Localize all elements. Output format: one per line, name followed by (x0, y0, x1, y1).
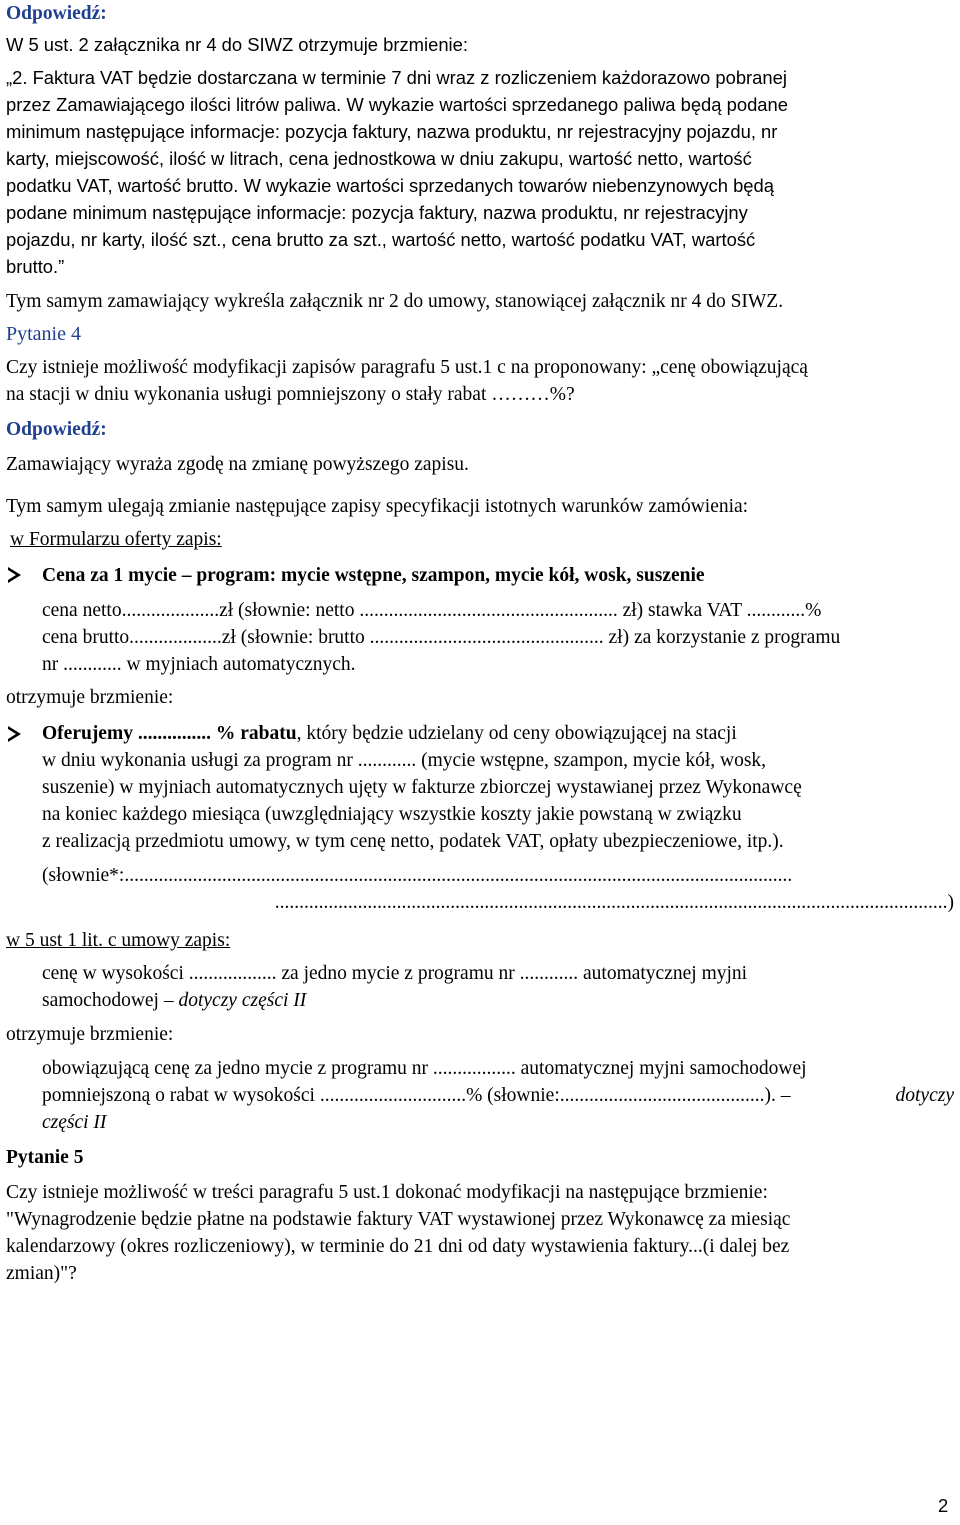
paragraph-line: podatku VAT, wartość brutto. W wykazie wartości sprzedanych towarów niebenzynowych będą (6, 175, 774, 196)
paragraph-line: „2. Faktura VAT będzie dostarczana w terminie 7 dni wraz z rozliczeniem każdorazowo pobranej (6, 67, 787, 88)
paragraph-line: otrzymuje brzmienie: (6, 687, 174, 708)
paragraph-line: podane minimum następujące informacje: pozycja faktury, nazwa produktu, nr rejestracyjny (6, 202, 748, 223)
paragraph-line: nr ............ w myjniach automatycznych. (42, 654, 356, 675)
dotyczy-note: dotyczy (895, 1085, 954, 1106)
bullet-title: Cena za 1 mycie – program: mycie wstępne, szampon, mycie kół, wosk, suszenie (42, 565, 705, 586)
paragraph-line: w dniu wykonania usługi za program nr ............ (mycie wstępne, szampon, mycie kół, wosk, (42, 750, 767, 771)
paragraph-line: Tym samym zamawiający wykreśla załącznik nr 2 do umowy, stanowiącej załącznik nr 4 do SIWZ. (6, 291, 784, 312)
dotyczy-note: części II (42, 1112, 107, 1133)
section-label: w 5 ust 1 lit. c umowy zapis: (6, 930, 231, 951)
paragraph-line: karty, miejscowość, ilość w litrach, cena jednostkowa w dniu zakupu, wartość netto, wartość (6, 148, 752, 169)
paragraph-line: Czy istnieje możliwość w treści paragrafu 5 ust.1 dokonać modyfikacji na następujące brzmienie: (6, 1182, 768, 1203)
paragraph-line: obowiązującą cenę za jedno mycie z programu nr ................. automatycznej myjni samochodowej (42, 1058, 807, 1079)
paragraph-line: kalendarzowy (okres rozliczeniowy), w terminie do 21 dni od daty wystawienia faktury...(i dalej bez (6, 1236, 790, 1257)
paragraph-line: Czy istnieje możliwość modyfikacji zapisów paragrafu 5 ust.1 c na proponowany: „cenę obowiązującą (6, 357, 808, 378)
paragraph-line: cena netto....................zł (słownie: netto ..................................................... zł) stawka VAT ............% (42, 600, 822, 621)
paragraph-line: Zamawiający wyraża zgodę na zmianę powyższego zapisu. (6, 454, 469, 475)
paragraph-line: suszenie) w myjniach automatycznych ujęty w fakturze zbiorczej wystawianej przez Wykonawcę (42, 777, 802, 798)
paragraph-line: na koniec każdego miesiąca (uwzględniający wszystkie koszty jakie powstaną w związku (42, 804, 742, 825)
paragraph-line: pojazdu, nr karty, ilość szt., cena brutto za szt., wartość netto, wartość podatku VAT, wartość (6, 229, 756, 250)
paragraph-line: "Wynagrodzenie będzie płatne na podstawie faktury VAT wystawionej przez Wykonawcę za miesiąc (6, 1209, 791, 1230)
paragraph-line (42, 724, 954, 744)
question-heading: Pytanie 4 (6, 323, 81, 345)
paragraph-line: otrzymuje brzmienie: (6, 1024, 174, 1045)
arrow-bullet-icon (8, 567, 21, 583)
paragraph-line: cena brutto...................zł (słownie: brutto ................................................ zł) za korzystanie z programu (42, 627, 841, 648)
offer-text: , który będzie udzielany od ceny obowiązującej na stacji (296, 723, 737, 744)
offer-label: Oferujemy ............... (42, 723, 211, 744)
arrow-bullet-icon (8, 726, 21, 742)
discount-label: % rabatu (215, 723, 297, 744)
question-heading: Pytanie 5 (6, 1147, 84, 1168)
paragraph-line: brutto.” (6, 256, 65, 277)
paragraph-line: pomniejszoną o rabat w wysokości ..............................% (słownie:..........................................). – dotyczy (42, 1085, 954, 1106)
answer-heading: Odpowiedź: (6, 419, 107, 440)
paragraph-line: samochodowej – dotyczy części II (42, 990, 307, 1011)
paragraph-line: zmian)"? (6, 1263, 77, 1284)
answer-heading: Odpowiedź: (6, 3, 107, 24)
dotyczy-note: dotyczy części II (178, 990, 307, 1011)
paragraph-line: (słownie*:......................................................................................................................................... (42, 866, 793, 886)
page-number: 2 (938, 1495, 949, 1516)
paragraph-line: W 5 ust. 2 załącznika nr 4 do SIWZ otrzymuje brzmienie: (6, 34, 468, 55)
paragraph-line: z realizacją przedmiotu umowy, w tym cenę netto, podatek VAT, opłaty ubezpieczeniowe, itp.). (42, 831, 784, 852)
paragraph-line: ..........................................................................................................................................) (274, 893, 954, 913)
paragraph-line: Tym samym ulegają zmianie następujące zapisy specyfikacji istotnych warunków zamówienia: (6, 496, 749, 517)
paragraph-line: na stacji w dniu wykonania usługi pomniejszony o stały rabat ………%? (6, 384, 575, 405)
paragraph-line: cenę w wysokości .................. za jedno mycie z programu nr ............ automatycznej myjni (42, 963, 748, 984)
section-label: w Formularzu oferty zapis: (10, 529, 222, 550)
paragraph-line: minimum następujące informacje: pozycja faktury, nazwa produktu, nr rejestracyjny pojazdu, nr (6, 121, 778, 142)
paragraph-line: przez Zamawiającego ilości litrów paliwa. W wykazie wartości sprzedanego paliwa będą podane (6, 94, 788, 115)
